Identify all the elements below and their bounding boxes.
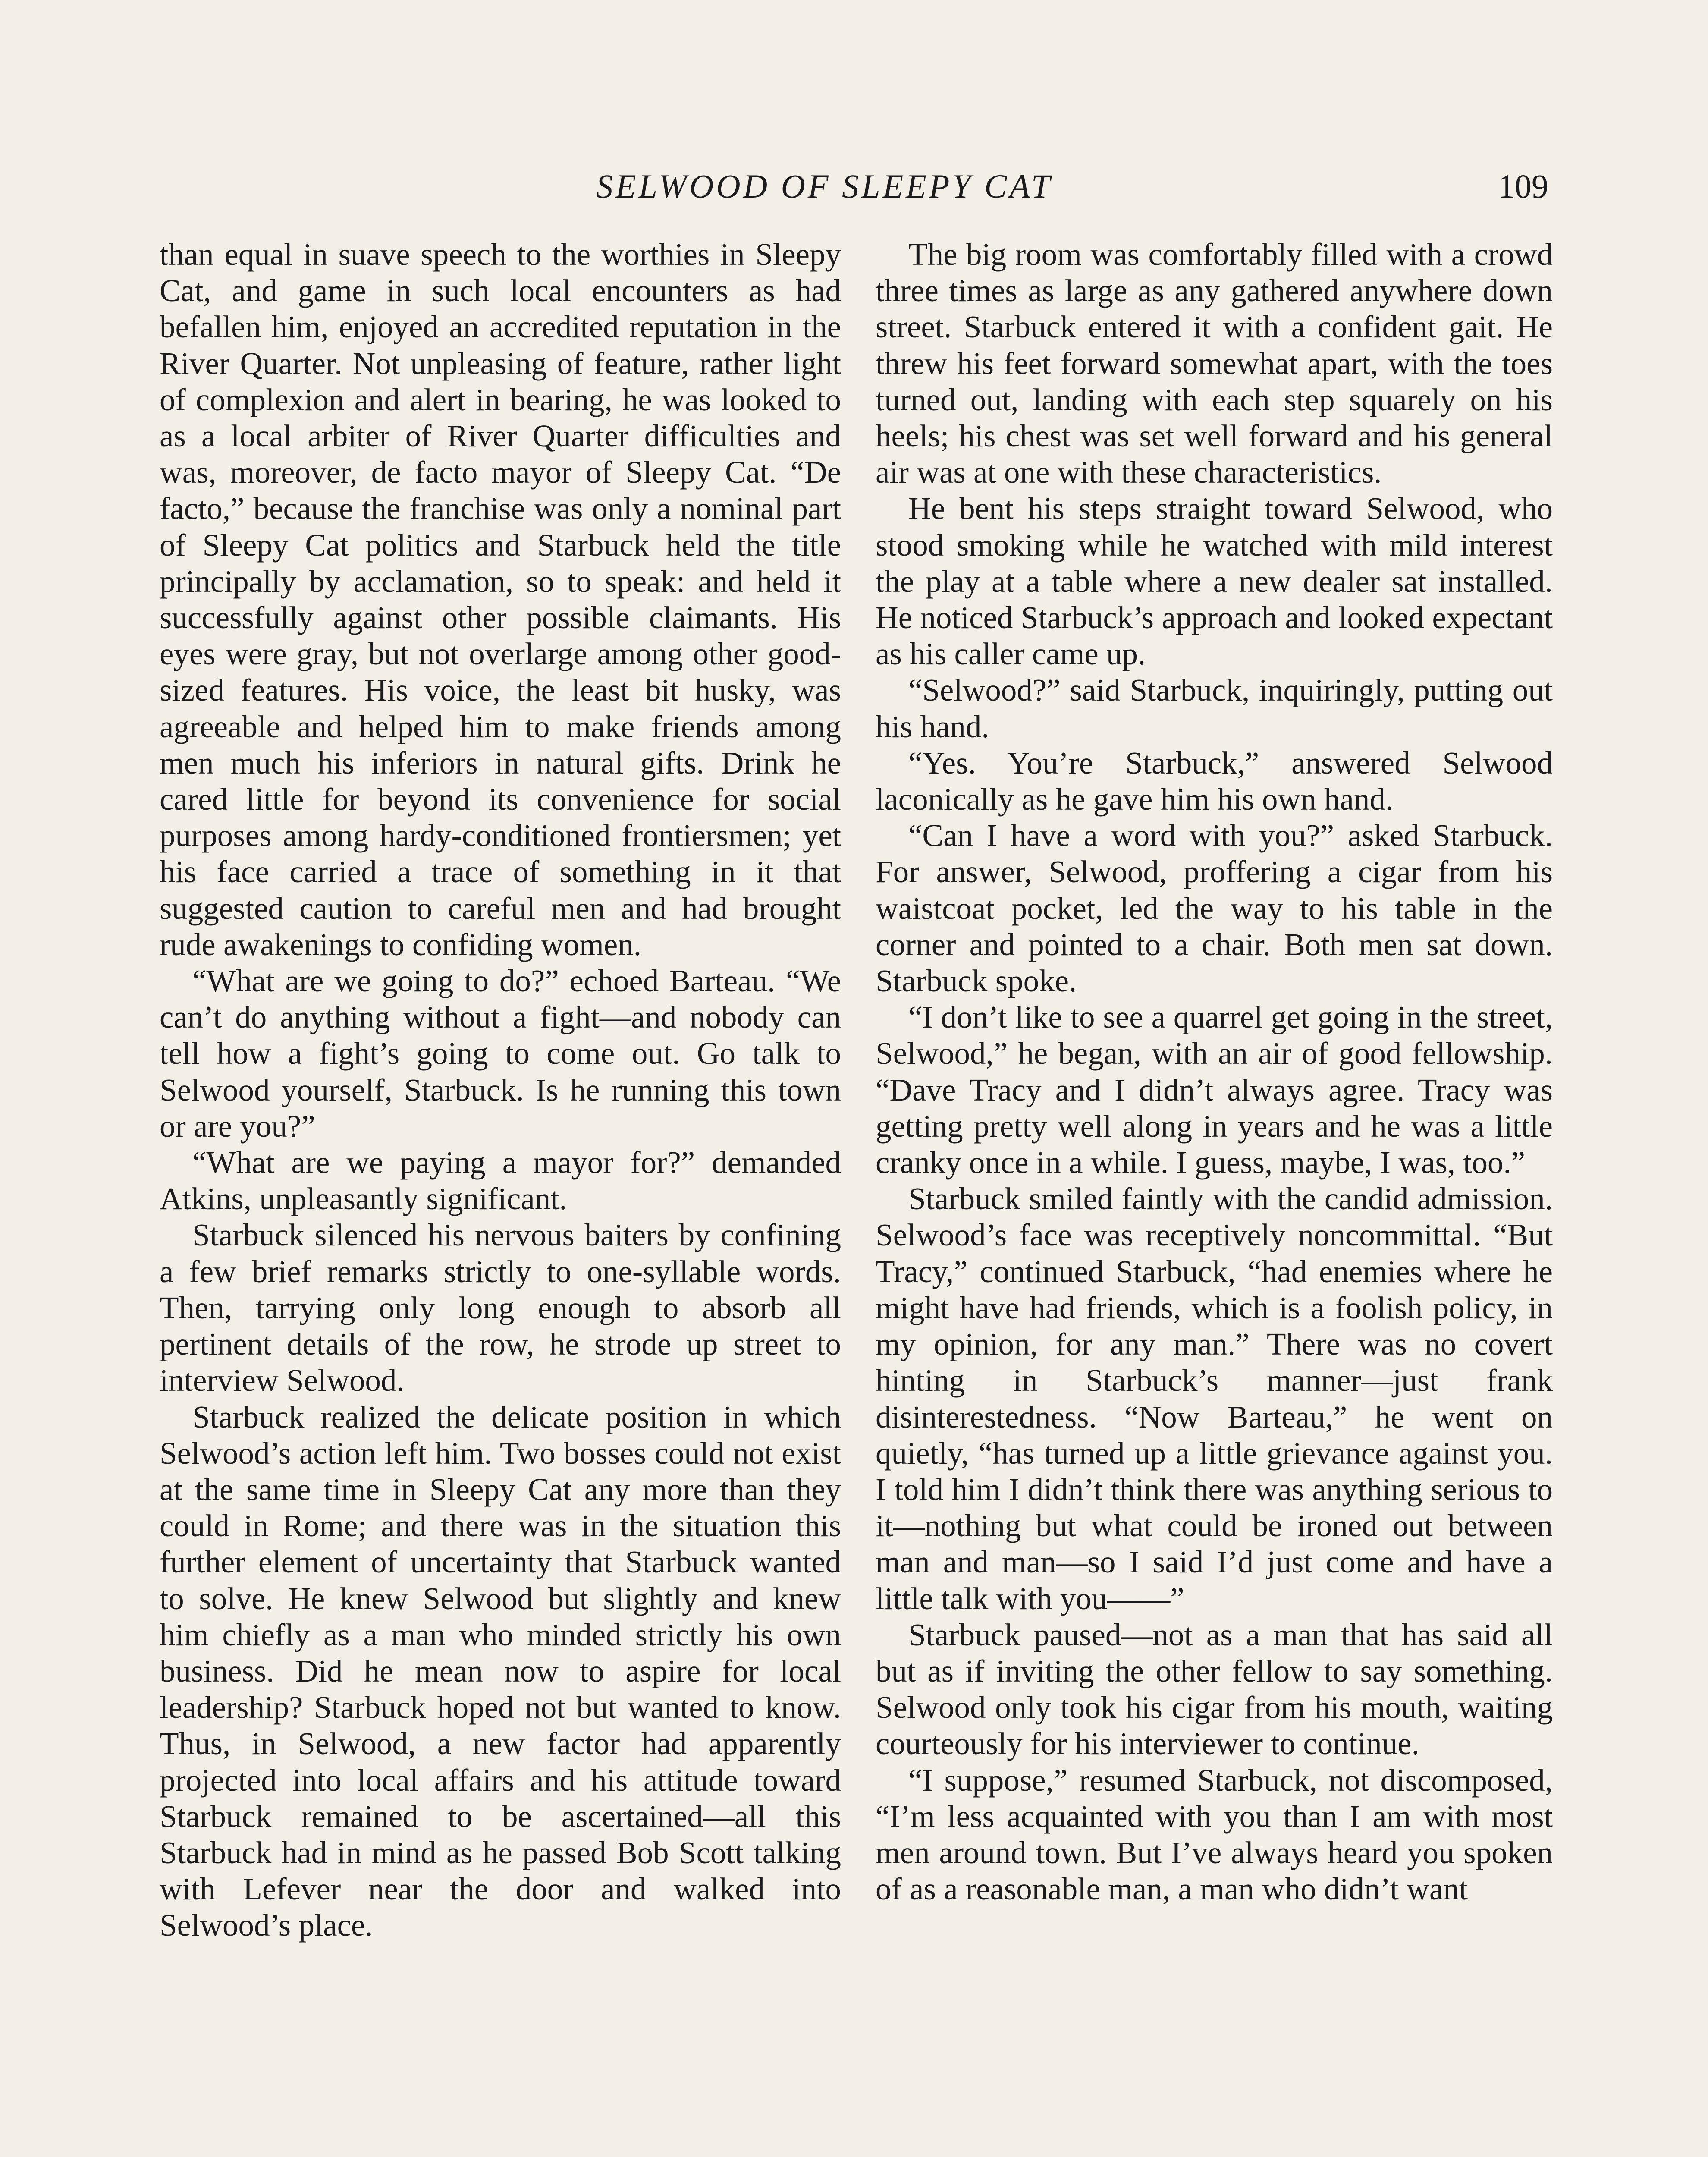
- page-number: 109: [1498, 167, 1548, 205]
- paragraph: “I suppose,” resumed Starbuck, not discomposed, “I’m less acquainted with you than I am with most men around town. But I’ve always heard you spoken of as a reasonable man, a man who didn’t want: [876, 1762, 1553, 1907]
- paragraph: Starbuck realized the delicate position in which Selwood’s action left him. Two bosses could not exist at the same time in Sleepy Cat any more than they could in Rome; and there was in the situation this further element of uncertainty that Starbuck wanted to solve. He knew Selwood but slightly and knew him chiefly as a man who minded strictly his own business. Did he mean now to aspire for local leadership? Starbuck hoped not but wanted to know. Thus, in Selwood, a new factor had apparently projected into local affairs and his attitude toward Starbuck remained to be ascertained—all this Starbuck had in mind as he passed Bob Scott talking with Lefever near the door and walked into Selwood’s place.: [160, 1399, 841, 1943]
- paragraph: “I don’t like to see a quarrel get going in the street, Selwood,” he began, with an air of good fellowship. “Dave Tracy and I didn’t always agree. Tracy was getting pretty well along in years and he was a little cranky once in a while. I guess, maybe, I was, too.”: [876, 1000, 1553, 1180]
- paragraph: The big room was comfortably filled with a crowd three times as large as any gathered anywhere down street. Starbuck entered it with a confident gait. He threw his feet forward somewhat apart, with the toes turned out, landing with each step squarely on his heels; his chest was set well forward and his general air was at one with these characteristics.: [876, 237, 1553, 490]
- running-header: [160, 160, 1558, 212]
- paragraph: He bent his steps straight toward Selwood, who stood smoking while he watched with mild interest the play at a table where a new dealer sat installed. He noticed Starbuck’s approach and looked expectant as his caller came up.: [876, 491, 1553, 672]
- right-column: [876, 236, 1553, 1907]
- running-title: SELWOOD OF SLEEPY CAT: [596, 167, 1053, 205]
- paragraph: “Selwood?” said Starbuck, inquiringly, putting out his hand.: [876, 673, 1553, 744]
- left-column: [160, 236, 841, 1944]
- paragraph: “What are we going to do?” echoed Barteau. “We can’t do anything without a fight—and nobody can tell how a fight’s going to come out. Go talk to Selwood yourself, Starbuck. Is he running this town or are you?”: [160, 963, 841, 1144]
- paragraph: “Can I have a word with you?” asked Starbuck. For answer, Selwood, proffering a cigar from his waistcoat pocket, led the way to his table in the corner and pointed to a chair. Both men sat down. Starbuck spoke.: [876, 818, 1553, 999]
- paragraph: “Yes. You’re Starbuck,” answered Selwood laconically as he gave him his own hand.: [876, 745, 1553, 817]
- paragraph: Starbuck smiled faintly with the candid admission. Selwood’s face was receptively noncommittal. “But Tracy,” continued Starbuck, “had enemies where he might have had friends, which is a foolish policy, in my opinion, for any man.” There was no covert hinting in Starbuck’s manner—just frank disinterestedness. “Now Barteau,” he went on quietly, “has turned up a little grievance against you. I told him I didn’t think there was anything serious to it—nothing but what could be ironed out between man and man—so I said I’d just come and have a little talk with you——”: [876, 1181, 1553, 1616]
- paragraph: Starbuck paused—not as a man that has said all but as if inviting the other fellow to say something. Selwood only took his cigar from his mouth, waiting courteously for his interviewer to continue.: [876, 1617, 1553, 1761]
- paragraph: Starbuck silenced his nervous baiters by confining a few brief remarks strictly to one-syllable words. Then, tarrying only long enough to absorb all pertinent details of the row, he strode up street to interview Selwood.: [160, 1217, 841, 1398]
- paragraph: “What are we paying a mayor for?” demanded Atkins, unpleasantly significant.: [160, 1145, 841, 1217]
- paragraph: than equal in suave speech to the worthies in Sleepy Cat, and game in such local encounters as had befallen him, enjoyed an accredited reputation in the River Quarter. Not unpleasing of feature, rather light of complexion and alert in bearing, he was looked to as a local arbiter of River Quarter difficulties and was, moreover, de facto mayor of Sleepy Cat. “De facto,” because the franchise was only a nominal part of Sleepy Cat politics and Starbuck held the title principally by acclamation, so to speak: and held it successfully against other possible claimants. His eyes were gray, but not overlarge among other good-sized features. His voice, the least bit husky, was agreeable and helped him to make friends among men much his inferiors in natural gifts. Drink he cared little for beyond its convenience for social purposes among hardy-conditioned frontiersmen; yet his face carried a trace of something in it that suggested caution to careful men and had brought rude awakenings to confiding women.: [160, 237, 841, 962]
